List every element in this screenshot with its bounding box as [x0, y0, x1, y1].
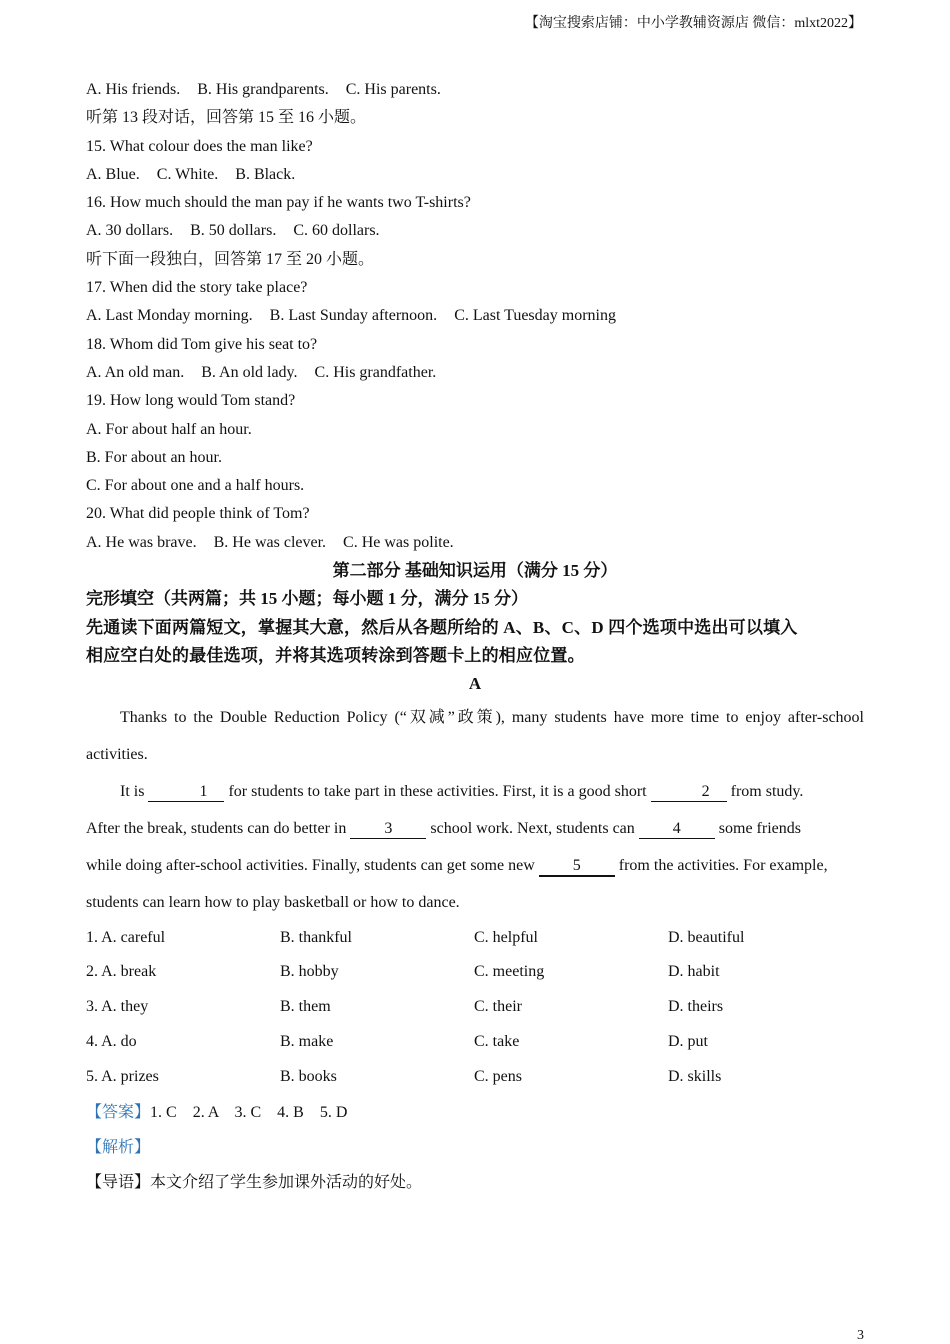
- option: C. He was polite.: [343, 533, 454, 551]
- choices-table: [86, 921, 864, 1095]
- question-18: 18. Whom did Tom give his seat to?: [86, 335, 318, 353]
- part2-title: 第二部分 基础知识运用（满分 15 分）: [332, 561, 618, 581]
- choice: 2. A. break: [86, 963, 157, 981]
- choice: 3. A. they: [86, 998, 149, 1016]
- option: C. 60 dollars.: [293, 222, 380, 240]
- watermark-header: 【淘宝搜索店铺：中小学教辅资源店 微信：mlxt2022】: [524, 16, 862, 31]
- question-17: 17. When did the story take place?: [86, 279, 308, 297]
- blank-5: 5: [539, 857, 615, 877]
- blank-4: 4: [639, 820, 715, 839]
- option: B. Last Sunday afternoon.: [269, 307, 438, 325]
- question-16: 16. How much should the man pay if he wants two T-shirts?: [86, 194, 471, 212]
- q16-options: [86, 217, 864, 245]
- text: from study.: [726, 782, 804, 800]
- text: school work. Next, students can: [426, 819, 639, 837]
- choice: D. skills: [668, 1067, 722, 1085]
- choice: D. put: [668, 1032, 708, 1050]
- choice: 1. A. careful: [86, 928, 166, 946]
- passage-line-4: [86, 847, 864, 884]
- question-20: 20. What did people think of Tom?: [86, 505, 310, 523]
- text: while doing after-school activities. Finally, students can get some new: [86, 856, 539, 874]
- guide-line: [86, 1165, 864, 1200]
- q17-options: [86, 302, 864, 330]
- cloze-title: 完形填空（共两篇；共 15 小题；每小题 1 分，满分 15 分）: [86, 589, 528, 609]
- option: C. White.: [156, 165, 219, 183]
- passage-paragraph-1: Thanks to the Double Reduction Policy (“双减”政策), many students have more time to enjoy after-school activities.: [86, 708, 864, 763]
- blank-3: 3: [350, 820, 426, 839]
- choice: 4. A. do: [86, 1032, 137, 1050]
- monologue-instruction: 听下面一段独白，回答第 17 至 20 小题。: [86, 250, 375, 268]
- option: C. Last Tuesday morning: [454, 307, 616, 325]
- text: from the activities. For example,: [614, 856, 828, 874]
- page-content: [86, 76, 864, 1200]
- analysis-label: 【解析】: [86, 1138, 151, 1156]
- text: some friends: [714, 819, 801, 837]
- option: A. An old man.: [86, 363, 185, 381]
- guide-label: 【导语】: [86, 1173, 151, 1191]
- option: B. Black.: [235, 165, 296, 183]
- guide-text: 本文介绍了学生参加课外活动的好处。: [150, 1173, 423, 1191]
- passage-line-3: [86, 810, 864, 847]
- option: A. He was brave.: [86, 533, 197, 551]
- q15-options: [86, 161, 864, 189]
- option: C. His grandfather.: [314, 363, 437, 381]
- choice: B. hobby: [280, 963, 339, 981]
- passage-label: A: [468, 674, 482, 694]
- option: C. His parents.: [345, 81, 441, 98]
- choice: D. theirs: [668, 998, 724, 1016]
- q20-options: [86, 529, 864, 557]
- question-15: 15. What colour does the man like?: [86, 137, 313, 155]
- passage-line-5: students can learn how to play basketball or how to dance.: [86, 893, 460, 911]
- option: A. Last Monday morning.: [86, 307, 253, 325]
- choice: C. meeting: [474, 963, 545, 981]
- q14-options: [86, 76, 864, 104]
- option: B. He was clever.: [213, 533, 327, 551]
- blank-2: 2: [651, 783, 727, 802]
- instruction-line-2: 相应空白处的最佳选项，并将其选项转涂到答题卡上的相应位置。: [86, 645, 585, 665]
- option: B. An old lady.: [201, 363, 298, 381]
- instruction-line-1: 先通读下面两篇短文，掌握其大意，然后从各题所给的 A、B、C、D 四个选项中选出可以填入: [86, 617, 798, 637]
- blank-1: 1: [148, 783, 224, 802]
- answer-line: [86, 1095, 864, 1130]
- choice: C. helpful: [474, 928, 538, 946]
- choice: C. take: [474, 1032, 520, 1050]
- choice: C. pens: [474, 1067, 522, 1085]
- text: for students to take part in these activities. First, it is a good short: [224, 782, 651, 800]
- q19-option-c: C. For about one and a half hours.: [86, 477, 305, 495]
- choice: D. habit: [668, 963, 720, 981]
- choice: B. them: [280, 998, 331, 1016]
- option: B. 50 dollars.: [190, 222, 277, 240]
- q19-option-a: A. For about half an hour.: [86, 420, 252, 438]
- q18-options: [86, 359, 864, 387]
- option: A. 30 dollars.: [86, 222, 174, 240]
- choice: B. make: [280, 1032, 334, 1050]
- answer-values: 1. C 2. A 3. C 4. B 5. D: [150, 1103, 348, 1121]
- q19-option-b: B. For about an hour.: [86, 448, 222, 466]
- choice: B. thankful: [280, 928, 352, 946]
- answer-label: 【答案】: [86, 1103, 151, 1121]
- option: B. His grandparents.: [197, 81, 329, 98]
- text: It is: [120, 782, 149, 800]
- choice: 5. A. prizes: [86, 1067, 159, 1085]
- passage-paragraph-2: [86, 773, 864, 810]
- text: After the break, students can do better in: [86, 819, 351, 837]
- choice: D. beautiful: [668, 928, 745, 946]
- option: A. Blue.: [86, 165, 140, 183]
- dialogue13-instruction: 听第 13 段对话，回答第 15 至 16 小题。: [86, 109, 367, 127]
- page-number: 3: [857, 1328, 864, 1343]
- question-19: 19. How long would Tom stand?: [86, 392, 296, 410]
- option: A. His friends.: [86, 81, 181, 98]
- choice: B. books: [280, 1067, 337, 1085]
- choice: C. their: [474, 998, 522, 1016]
